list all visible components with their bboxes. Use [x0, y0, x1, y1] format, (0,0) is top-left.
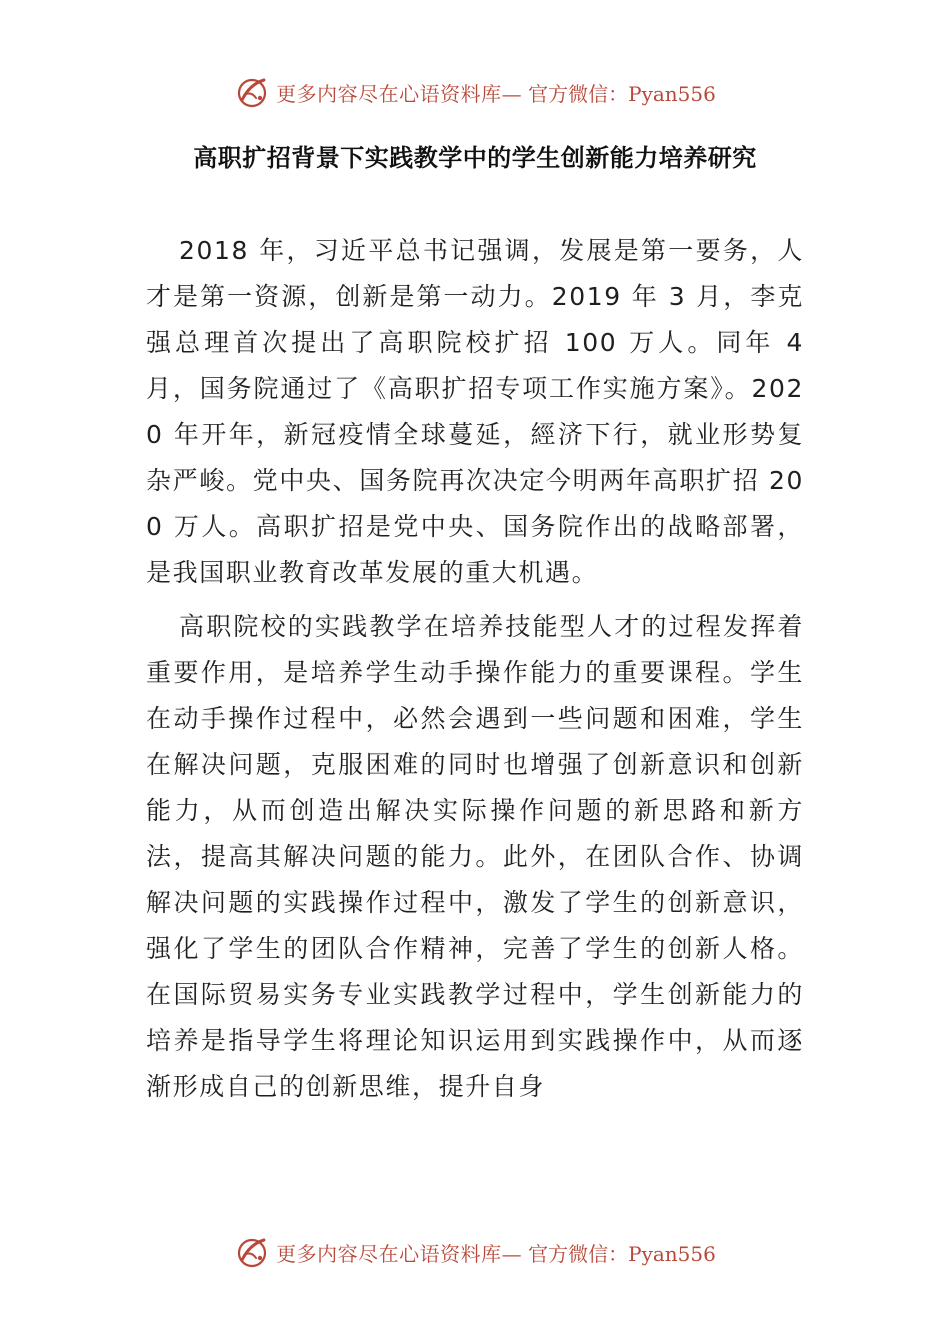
paragraph-2: 高职院校的实践教学在培养技能型人才的过程发挥着重要作用，是培养学生动手操作能力的重要课程。学生在动手操作过程中，必然会遇到一些问题和困难，学生在解决问题，克服困难的同时也增强了创新意识和创新能力，从而创造出解决实际操作问题的新思路和新方法，提高其解决问题的能力。此外，在团队合作、协调解决问题的实践操作过程中，激发了学生的创新意识，强化了学生的团队合作精神，完善了学生的创新人格。在国际贸易实务专业实践教学过程中，学生创新能力的培养是指导学生将理论知识运用到实践操作中，从而逐渐形成自己的创新思维，提升自身 — [146, 612, 804, 1101]
document-body — [146, 228, 804, 1118]
banner-slogan: 更多内容尽在心语资料库— — [276, 1241, 523, 1266]
paragraph-1: 2018 年，习近平总书记强调，发展是第一要务，人才是第一资源，创新是第一动力。2019 年 3 月，李克强总理首次提出了高职院校扩招 100 万人。同年 4 月，国务院通过了《高职扩招专项工作实施方案》。2020 年开年，新冠疫情全球蔓延，經济下行，就业形势复杂严峻。党中央、国务院再次决定今明两年高职扩招 200 万人。高职扩招是党中央、国务院作出的战略部署，是我国职业教育改革发展的重大机遇。 — [146, 236, 804, 587]
header-banner — [0, 72, 950, 112]
banner-wechat: 官方微信：Pyan556 — [528, 81, 716, 106]
logo-icon — [234, 1234, 270, 1270]
banner-slogan: 更多内容尽在心语资料库— — [276, 81, 523, 106]
footer-banner — [0, 1232, 950, 1272]
banner-wechat: 官方微信：Pyan556 — [528, 1241, 716, 1266]
document-title: 高职扩招背景下实践教学中的学生创新能力培养研究 — [193, 144, 757, 172]
logo-icon — [234, 74, 270, 110]
